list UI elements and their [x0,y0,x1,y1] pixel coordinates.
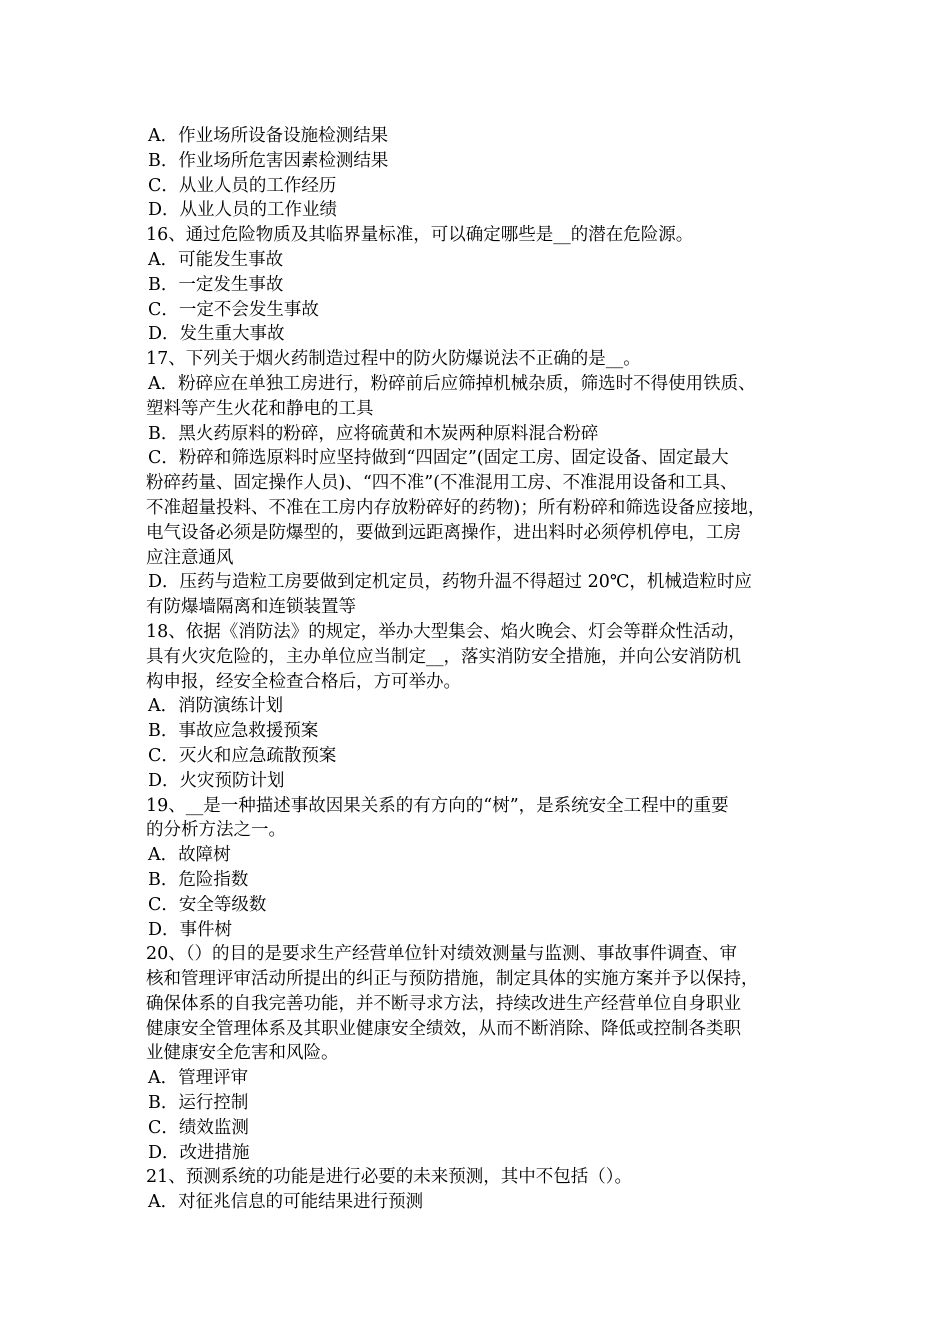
answer-option: B．作业场所危害因素检测结果 [148,150,389,171]
continuation-line: 核和管理评审活动所提出的纠正与预防措施，制定具体的实施方案并予以保持， [146,969,759,990]
answer-option: C．绩效监测 [148,1117,249,1138]
continuation-line: 电气设备必须是防爆型的，要做到远距离操作，进出料时必须停机停电，工房 [146,522,741,543]
continuation-line: 健康安全管理体系及其职业健康安全绩效，从而不断消除、降低或控制各类职 [146,1018,741,1039]
answer-option: A．消防演练计划 [148,696,284,717]
answer-option: D．火灾预防计划 [148,770,285,791]
continuation-line: 确保体系的自我完善功能，并不断寻求方法，持续改进生产经营单位自身职业 [146,993,741,1014]
question-stem: 21、预测系统的功能是进行必要的未来预测，其中不包括（）。 [146,1167,633,1188]
continuation-line: 构申报，经安全检查合格后，方可举办。 [146,671,461,692]
continuation-line: 业健康安全危害和风险。 [146,1043,339,1064]
answer-option: C．一定不会发生事故 [148,299,319,320]
answer-option: C．安全等级数 [148,894,267,915]
answer-option: B．一定发生事故 [148,274,284,295]
question-stem: 17、下列关于烟火药制造过程中的防火防爆说法不正确的是__。 [146,349,641,370]
answer-option: C．粉碎和筛选原料时应坚持做到“四固定”(固定工房、固定设备、固定最大 [148,448,729,469]
answer-option: D．发生重大事故 [148,324,285,345]
answer-option: C．从业人员的工作经历 [148,175,337,196]
answer-option: A．可能发生事故 [148,249,284,270]
continuation-line: 塑料等产生火花和静电的工具 [146,398,374,419]
answer-option: C．灭火和应急疏散预案 [148,745,337,766]
answer-option: D．压药与造粒工房要做到定机定员，药物升温不得超过 20℃，机械造粒时应 [148,572,752,593]
answer-option: A．管理评审 [148,1068,249,1089]
answer-option: D．从业人员的工作业绩 [148,200,338,221]
continuation-line: 具有火灾危险的，主办单位应当制定__，落实消防安全措施，并向公安消防机 [146,646,741,667]
question-stem: 18、依据《消防法》的规定，举办大型集会、焰火晚会、灯会等群众性活动， [146,621,746,642]
answer-option: D．改进措施 [148,1142,250,1163]
answer-option: B．事故应急救援预案 [148,721,319,742]
answer-option: A．对征兆信息的可能结果进行预测 [148,1192,424,1213]
continuation-line: 粉碎药量、固定操作人员)、“四不准”(不准混用工房、不准混用设备和工具、 [146,473,738,494]
continuation-line: 有防爆墙隔离和连锁装置等 [146,597,356,618]
question-stem: 16、通过危险物质及其临界量标准，可以确定哪些是__的潜在危险源。 [146,225,694,246]
continuation-line: 应注意通风 [146,547,234,568]
continuation-line: 的分析方法之一。 [146,820,286,841]
question-stem: 20、（）的目的是要求生产经营单位针对绩效测量与监测、事故事件调查、审 [146,944,738,965]
answer-option: A．粉碎应在单独工房进行，粉碎前后应筛掉机械杂质，筛选时不得使用铁质、 [148,373,756,394]
document-body [146,124,826,1215]
answer-option: B．危险指数 [148,869,249,890]
answer-option: B．黑火药原料的粉碎，应将硫黄和木炭两种原料混合粉碎 [148,423,599,444]
continuation-line: 不准超量投料、不准在工房内存放粉碎好的药物)；所有粉碎和筛选设备应接地， [146,497,766,518]
answer-option: A．故障树 [148,845,231,866]
question-stem: 19、__是一种描述事故因果关系的有方向的“树”，是系统安全工程中的重要 [146,795,729,816]
answer-option: B．运行控制 [148,1093,249,1114]
answer-option: A．作业场所设备设施检测结果 [148,126,389,146]
answer-option: D．事件树 [148,919,233,940]
